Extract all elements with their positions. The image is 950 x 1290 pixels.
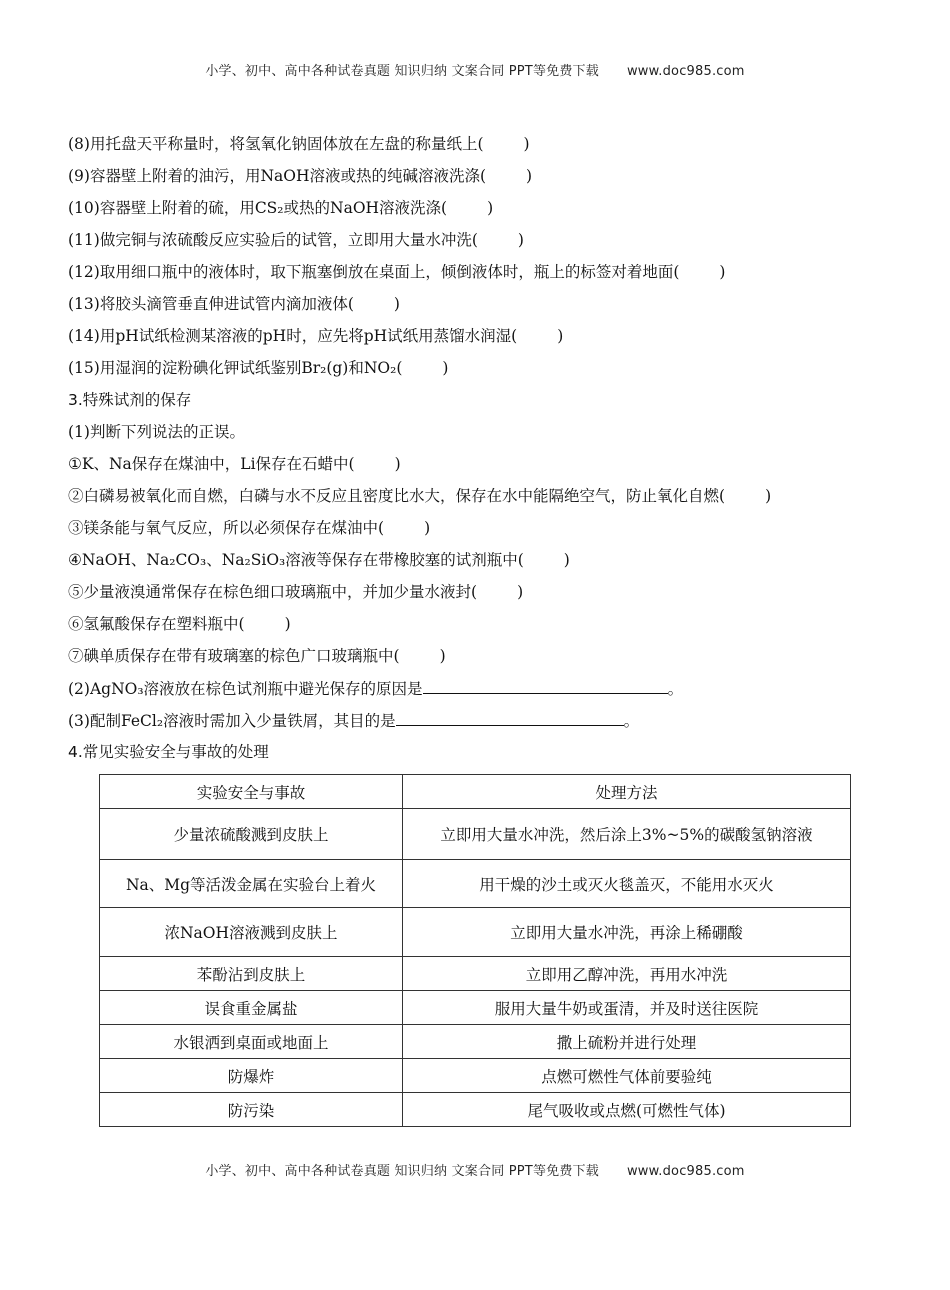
header-cell: 处理方法 <box>403 775 851 809</box>
table-cell: 撒上硫粉并进行处理 <box>403 1025 851 1059</box>
question-item: (10)容器壁上附着的硫，用CS₂或热的NaOH溶液洗涤( ) <box>68 199 494 217</box>
question-item: (14)用pH试纸检测某溶液的pH时，应先将pH试纸用蒸馏水润湿( ) <box>68 327 564 345</box>
question-item: (11)做完铜与浓硫酸反应实验后的试管，立即用大量水冲洗( ) <box>68 231 524 249</box>
table-cell: 少量浓硫酸溅到皮肤上 <box>100 809 403 860</box>
question-item: (12)取用细口瓶中的液体时，取下瓶塞倒放在桌面上，倾倒液体时，瓶上的标签对着地面( ) <box>68 263 726 281</box>
page-footer <box>0 1160 950 1179</box>
header-cell: 实验安全与事故 <box>100 775 403 809</box>
table-row <box>100 1059 851 1093</box>
question-item: (15)用湿润的淀粉碘化钾试纸鉴别Br₂(g)和NO₂( ) <box>68 359 449 377</box>
table-row <box>100 1025 851 1059</box>
table-cell: 用干燥的沙土或灭火毯盖灭，不能用水灭火 <box>403 860 851 908</box>
header-text: 小学、初中、高中各种试卷真题 知识归纳 文案合同 PPT等免费下载 <box>205 64 599 79</box>
fill-blank-question: (3)配制FeCl₂溶液时需加入少量铁屑，其目的是 。 <box>68 712 640 730</box>
table-cell: 服用大量牛奶或蛋清，并及时送往医院 <box>403 991 851 1025</box>
question-item: ②白磷易被氧化而自燃，白磷与水不反应且密度比水大，保存在水中能隔绝空气，防止氧化自燃( ) <box>68 487 772 505</box>
table-row <box>100 957 851 991</box>
table-row <box>100 991 851 1025</box>
footer-site-link[interactable]: www.doc985.com <box>626 1164 745 1179</box>
question-item: ⑤少量液溴通常保存在棕色细口玻璃瓶中，并加少量水液封( ) <box>68 583 524 601</box>
table-cell: Na、Mg等活泼金属在实验台上着火 <box>100 860 403 908</box>
question-item: (13)将胶头滴管垂直伸进试管内滴加液体( ) <box>68 295 400 313</box>
table-cell: 防爆炸 <box>100 1059 403 1093</box>
fill-blank-question: (2)AgNO₃溶液放在棕色试剂瓶中避光保存的原因是 。 <box>68 680 684 698</box>
question-item: ③镁条能与氧气反应，所以必须保存在煤油中( ) <box>68 519 431 537</box>
table-cell: 浓NaOH溶液溅到皮肤上 <box>100 908 403 957</box>
question-item: (9)容器壁上附着的油污，用NaOH溶液或热的纯碱溶液洗涤( ) <box>68 167 533 185</box>
section-3-intro: (1)判断下列说法的正误。 <box>68 423 245 441</box>
question-item: (8)用托盘天平称量时，将氢氧化钠固体放在左盘的称量纸上( ) <box>68 135 530 153</box>
answer-underline[interactable] <box>423 678 668 694</box>
table-row <box>100 860 851 908</box>
safety-table <box>99 774 851 1127</box>
question-item: ①K、Na保存在煤油中，Li保存在石蜡中( ) <box>68 455 401 473</box>
table-cell: 防污染 <box>100 1093 403 1127</box>
footer-text: 小学、初中、高中各种试卷真题 知识归纳 文案合同 PPT等免费下载 <box>205 1164 599 1179</box>
question-item: ⑥氢氟酸保存在塑料瓶中( ) <box>68 615 291 633</box>
section-3-title: 3.特殊试剂的保存 <box>68 391 192 409</box>
question-item: ⑦碘单质保存在带有玻璃塞的棕色广口玻璃瓶中( ) <box>68 647 446 665</box>
table-cell: 立即用大量水冲洗，再涂上稀硼酸 <box>403 908 851 957</box>
page-header <box>0 60 950 79</box>
table-cell: 苯酚沾到皮肤上 <box>100 957 403 991</box>
question-item: ④NaOH、Na₂CO₃、Na₂SiO₃溶液等保存在带橡胶塞的试剂瓶中( ) <box>68 551 570 569</box>
table-cell: 水银洒到桌面或地面上 <box>100 1025 403 1059</box>
table-cell: 立即用乙醇冲洗，再用水冲洗 <box>403 957 851 991</box>
table-cell: 点燃可燃性气体前要验纯 <box>403 1059 851 1093</box>
table-cell: 立即用大量水冲洗，然后涂上3%~5%的碳酸氢钠溶液 <box>403 809 851 860</box>
answer-underline[interactable] <box>396 710 624 726</box>
table-cell: 误食重金属盐 <box>100 991 403 1025</box>
table-cell: 尾气吸收或点燃(可燃性气体) <box>403 1093 851 1127</box>
table-header-row <box>100 775 851 809</box>
table-row <box>100 1093 851 1127</box>
table-row <box>100 908 851 957</box>
table-row <box>100 809 851 860</box>
header-site-link[interactable]: www.doc985.com <box>626 64 745 79</box>
section-4-title: 4.常见实验安全与事故的处理 <box>68 743 269 761</box>
